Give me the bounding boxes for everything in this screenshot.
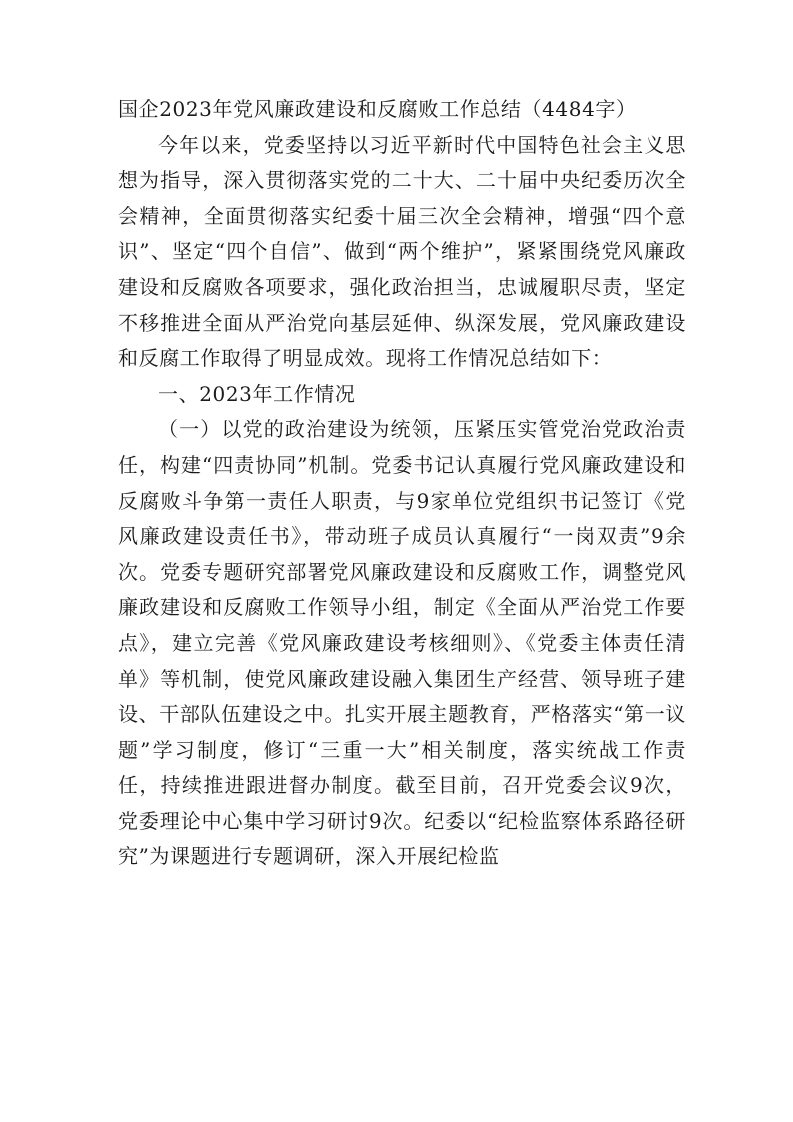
intro-paragraph: 今年以来，党委坚持以习近平新时代中国特色社会主义思想为指导，深入贯彻落实党的二十大、二十届中央纪委历次全会精神，全面贯彻落实纪委十届三次全会精神，增强“四个意识”、坚定“四个自信”、做到“两个维护”，紧紧围绕党风廉政建设和反腐败各项要求，强化政治担当，忠诚履职尽责，坚定不移推进全面从严治党向基层延伸、纵深发展，党风廉政建设和反腐工作取得了明显成效。现将工作情况总结如下： — [118, 132, 686, 371]
section-paragraph: （一）以党的政治建设为统领，压紧压实管党治党政治责任，构建“四责协同”机制。党委书记认真履行党风廉政建设和反腐败斗争第一责任人职责，与9家单位党组织书记签订《党风廉政建设责任书》，带动班子成员认真履行“一岗双责”9余次。党委专题研究部署党风廉政建设和反腐败工作，调整党风廉政建设和反腐败工作领导小组，制定《全面从严治党工作要点》，建立完善《党风廉政建设考核细则》、《党委主体责任清单》等机制，使党风廉政建设融入集团生产经营、领导班子建设、干部队伍建设之中。扎实开展主题教育，严格落实“第一议题”学习制度，修订“三重一大”相关制度，落实统战工作责任，持续推进跟进督办制度。截至目前，召开党委会议9次，党委理论中心集中学习研讨9次。纪委以“纪检监察体系路径研究”为课题进行专题调研，深入开展纪检监 — [118, 417, 686, 869]
document-title: 国企2023年党风廉政建设和反腐败工作总结（4484字） — [118, 97, 637, 121]
document-body — [118, 92, 686, 875]
section-heading: 一、2023年工作情况 — [158, 381, 356, 406]
